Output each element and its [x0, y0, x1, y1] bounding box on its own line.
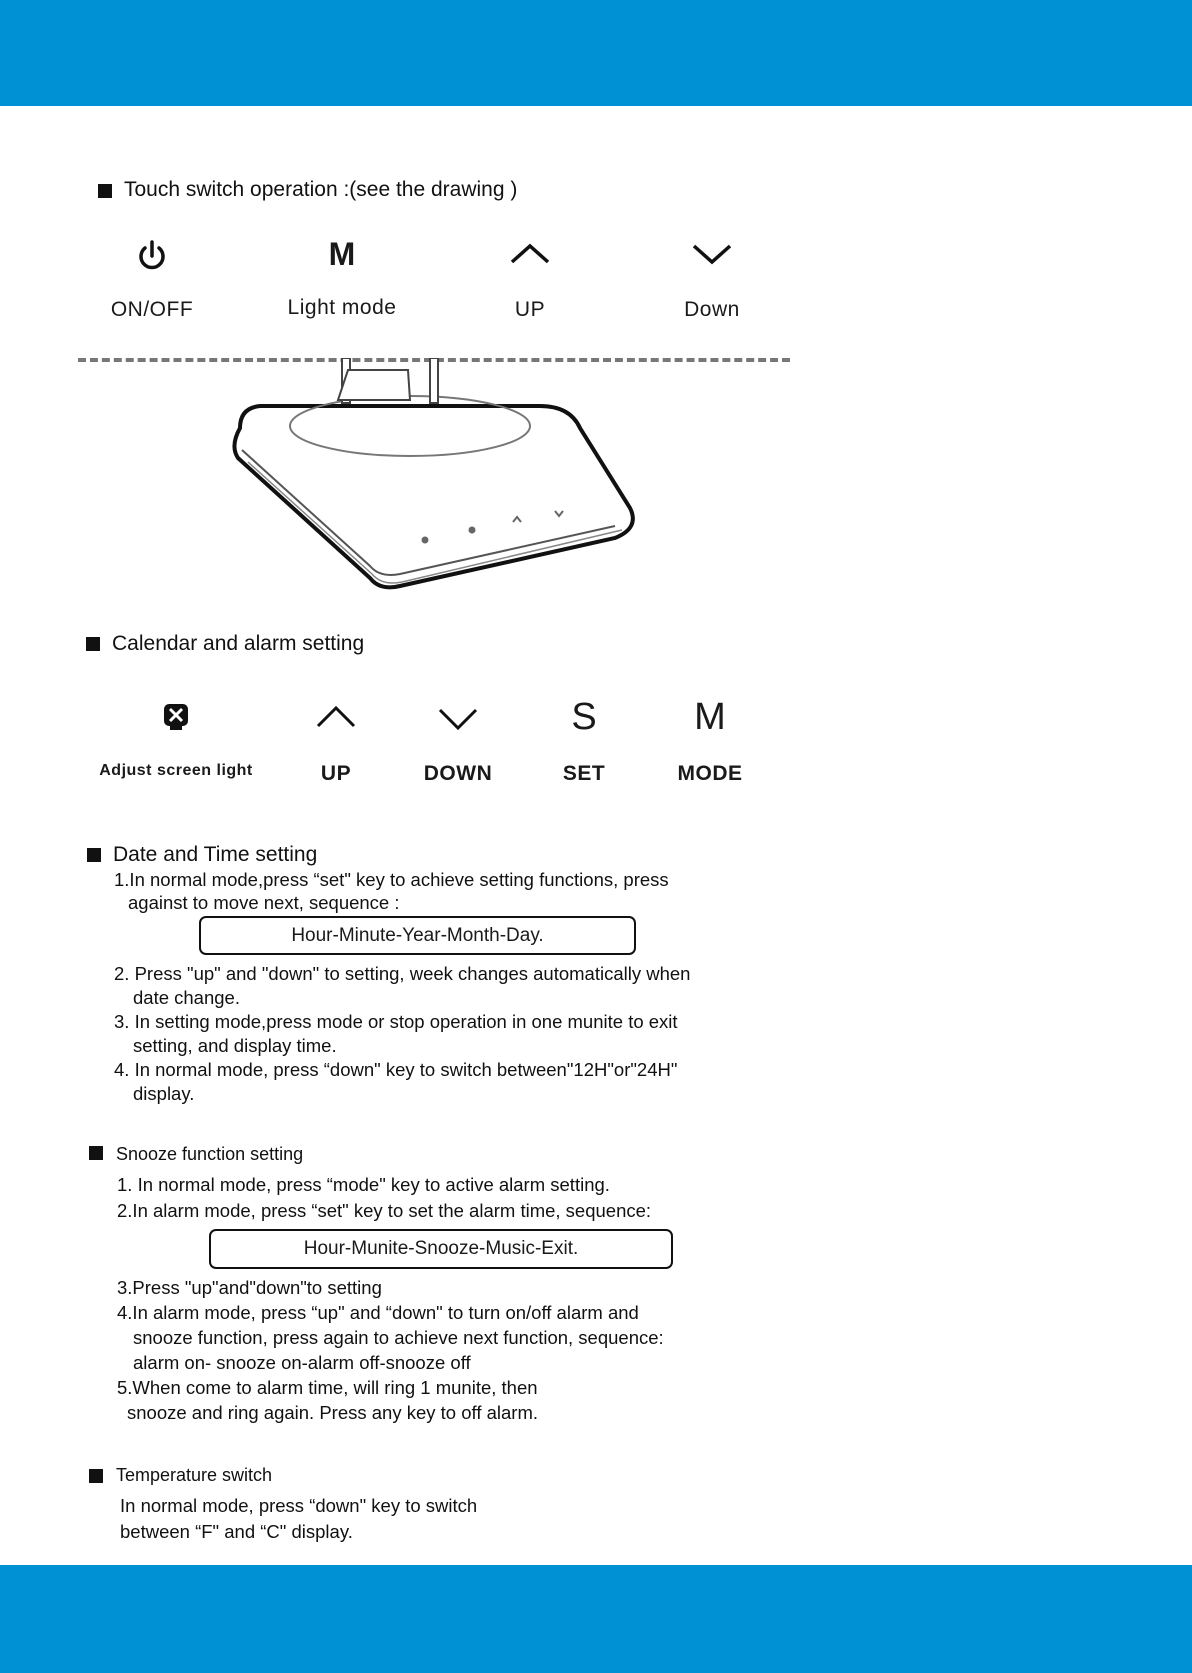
calendar-label-set: SET: [562, 762, 606, 785]
calendar-label-adjust: Adjust screen light: [99, 762, 253, 779]
datetime-line: 4. In normal mode, press “down" key to switch between"12H"or"24H": [114, 1059, 678, 1080]
lamp-base-drawing: [230, 358, 650, 598]
bullet-touch: [98, 184, 112, 198]
datetime-line: against to move next, sequence :: [128, 892, 400, 913]
datetime-heading: Date and Time setting: [113, 843, 318, 866]
calendar-label-mode: MODE: [677, 762, 743, 785]
datetime-sequence-box: Hour-Minute-Year-Month-Day.: [199, 916, 636, 955]
screen-light-icon: [136, 702, 216, 737]
bullet-calendar: [86, 637, 100, 651]
snooze-line: alarm on- snooze on-alarm off-snooze off: [133, 1352, 471, 1373]
light-mode-icon: M: [328, 236, 356, 272]
bullet-temperature: [89, 1469, 103, 1483]
mode-icon: M: [694, 696, 726, 738]
snooze-line: snooze function, press again to achieve next function, sequence:: [133, 1327, 664, 1348]
datetime-line: setting, and display time.: [133, 1035, 337, 1056]
calendar-label-up: UP: [320, 762, 352, 785]
datetime-line: 2. Press "up" and "down" to setting, week changes automatically when: [114, 963, 691, 984]
datetime-line: display.: [133, 1083, 195, 1104]
chevron-up-icon: [296, 704, 376, 735]
touch-heading: Touch switch operation :(see the drawing ): [124, 178, 518, 201]
temperature-heading: Temperature switch: [116, 1465, 273, 1485]
power-icon: [112, 236, 192, 281]
datetime-line: date change.: [133, 987, 240, 1008]
calendar-heading: Calendar and alarm setting: [112, 632, 365, 655]
temperature-line: between “F" and “C" display.: [120, 1521, 353, 1542]
touch-label-down: Down: [684, 298, 740, 321]
temperature-line: In normal mode, press “down" key to switch: [120, 1495, 478, 1516]
bullet-datetime: [87, 848, 101, 862]
calendar-label-down: DOWN: [423, 762, 493, 785]
chevron-down-icon: [418, 706, 498, 737]
set-icon: S: [571, 696, 597, 738]
touch-label-light-mode: Light mode: [287, 296, 397, 319]
touch-label-up: UP: [514, 298, 546, 321]
snooze-sequence-box: Hour-Munite-Snooze-Music-Exit.: [209, 1229, 673, 1269]
bullet-snooze: [89, 1146, 103, 1160]
chevron-down-icon: [672, 242, 752, 271]
snooze-line: snooze and ring again. Press any key to off alarm.: [127, 1402, 539, 1423]
snooze-line: 4.In alarm mode, press “up" and “down" to turn on/off alarm and: [117, 1302, 639, 1323]
snooze-heading: Snooze function setting: [116, 1144, 304, 1164]
datetime-line: 1.In normal mode,press “set" key to achieve setting functions, press: [114, 869, 669, 890]
snooze-line: 2.In alarm mode, press “set" key to set the alarm time, sequence:: [117, 1200, 652, 1221]
header-band: [0, 0, 1192, 106]
touch-label-onoff: ON/OFF: [110, 298, 194, 321]
snooze-line: 5.When come to alarm time, will ring 1 munite, then: [117, 1377, 538, 1398]
snooze-line: 1. In normal mode, press “mode" key to active alarm setting.: [117, 1174, 610, 1195]
footer-band: [0, 1565, 1192, 1673]
snooze-line: 3.Press "up"and"down"to setting: [117, 1277, 382, 1298]
chevron-up-icon: [490, 242, 570, 271]
datetime-line: 3. In setting mode,press mode or stop operation in one munite to exit: [114, 1011, 678, 1032]
